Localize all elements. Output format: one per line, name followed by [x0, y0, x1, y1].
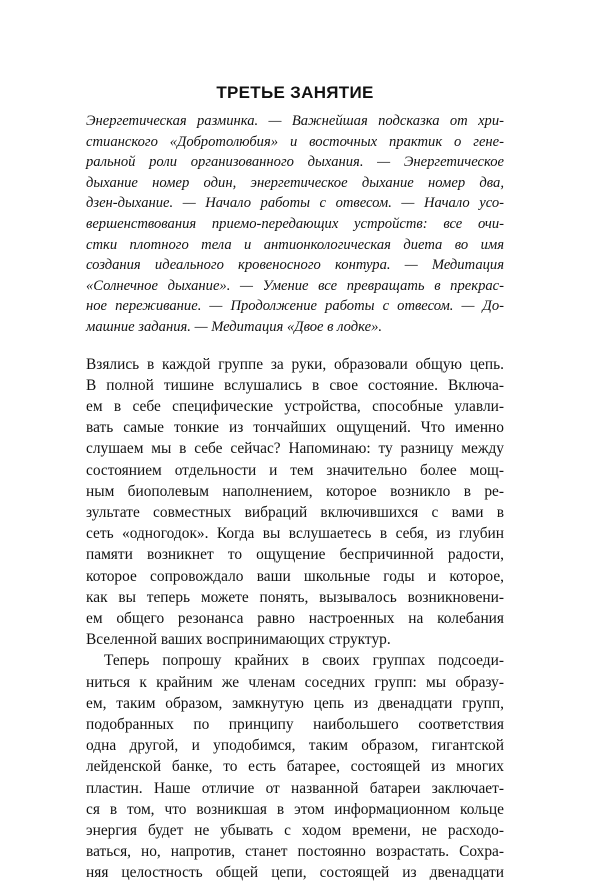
abstract-line: вершенствования приемо-передающих устройств: все очи- — [86, 215, 504, 232]
paragraph-line: сеть «одногодок». Когда вы вслушаетесь в себя, из глубин — [86, 525, 504, 543]
paragraph-line: ваться, но, напротив, станет постоянно возрастать. Сохра- — [86, 843, 504, 861]
paragraph-line: Теперь попрошу крайних в своих группах подсоеди- — [104, 652, 504, 670]
abstract-line: ральной роли организованного дыхания. — Энергетическое — [86, 154, 504, 171]
paragraph-line: В полной тишине вслушались в свое состояние. Включа- — [86, 376, 504, 394]
book-page — [86, 82, 504, 884]
chapter-title: ТРЕТЬЕ ЗАНЯТИЕ — [216, 83, 374, 102]
paragraph-line: вать самые тонкие из тончайших ощущений. Что именно — [86, 419, 504, 437]
abstract-line: машние задания. — Медитация «Двое в лодке». — [86, 318, 383, 335]
chapter-abstract — [86, 111, 504, 338]
paragraph-line: которое сопровождало ваши школьные годы и которое, — [86, 567, 504, 585]
paragraph-line: зультате совместных вибраций включившихся с вами в — [86, 503, 504, 521]
paragraph-line: лейденской банке, то есть батарее, состоящей из многих — [86, 758, 504, 776]
paragraph-line: ем общего резонанса равно настроенных на колебания — [86, 609, 504, 627]
paragraph-line: состоянием отдельности и тем значительно более мощ- — [86, 461, 504, 479]
paragraph-line: ным биополевым наполнением, которое возникло в ре- — [86, 482, 504, 500]
paragraph-line: Взялись в каждой группе за руки, образовали общую цепь. — [86, 355, 504, 373]
paragraph-line: энергия будет не убывать с ходом времени, не расходо- — [86, 822, 504, 839]
abstract-line: создания идеального кровеносного контура. — Медитация — [86, 257, 504, 274]
abstract-line: стки плотного тела и антионкологическая диета во имя — [86, 236, 504, 253]
paragraph-line: ем, таким образом, замкнутую цепь из двенадцати групп, — [86, 694, 504, 712]
paragraph-line: няя целостность общей цепи, состоящей из двенадцати — [86, 864, 504, 882]
abstract-line: «Солнечное дыхание». — Умение все превращать в прекрас- — [86, 277, 504, 294]
paragraph-line: Вселенной ваших воспринимающих структур. — [86, 631, 391, 649]
abstract-line: дзен-дыхание. — Начало работы с отвесом. — Начало усо- — [86, 195, 504, 212]
abstract-line: Энергетическая разминка. — Важнейшая подсказка от хри- — [86, 113, 504, 129]
paragraph-line: одна другой, и уподобимся, таким образом, гигантской — [86, 737, 504, 755]
paragraph-2 — [86, 650, 504, 883]
paragraph-line: ниться к крайним же членам соседних групп: мы образу- — [86, 673, 504, 691]
paragraph-line: подобранных по принципу наибольшего соответствия — [86, 715, 504, 733]
paragraph-line: памяти возникнет то ощущение беспричинной радости, — [86, 546, 504, 564]
paragraph-line: слушаем мы в себе сейчас? Напоминаю: ту разницу между — [86, 440, 504, 458]
paragraph-line: как вы теперь можете понять, вызывалось возникновени- — [86, 588, 504, 606]
paragraph-line: ся в том, что возникшая в этом информационном кольце — [86, 800, 504, 818]
abstract-line: ное переживание. — Продолжение работы с отвесом. — До- — [86, 298, 504, 315]
paragraph-line: пластин. Наше отличие от названной батареи заключает- — [86, 779, 504, 797]
paragraph-1 — [86, 354, 504, 651]
abstract-line: дыхание номер один, энергетическое дыхание номер два, — [86, 174, 504, 191]
abstract-line: стианского «Добротолюбия» и восточных практик о гене- — [86, 133, 504, 150]
paragraph-line: ем в себе специфические устройства, способные улавли- — [86, 397, 504, 415]
